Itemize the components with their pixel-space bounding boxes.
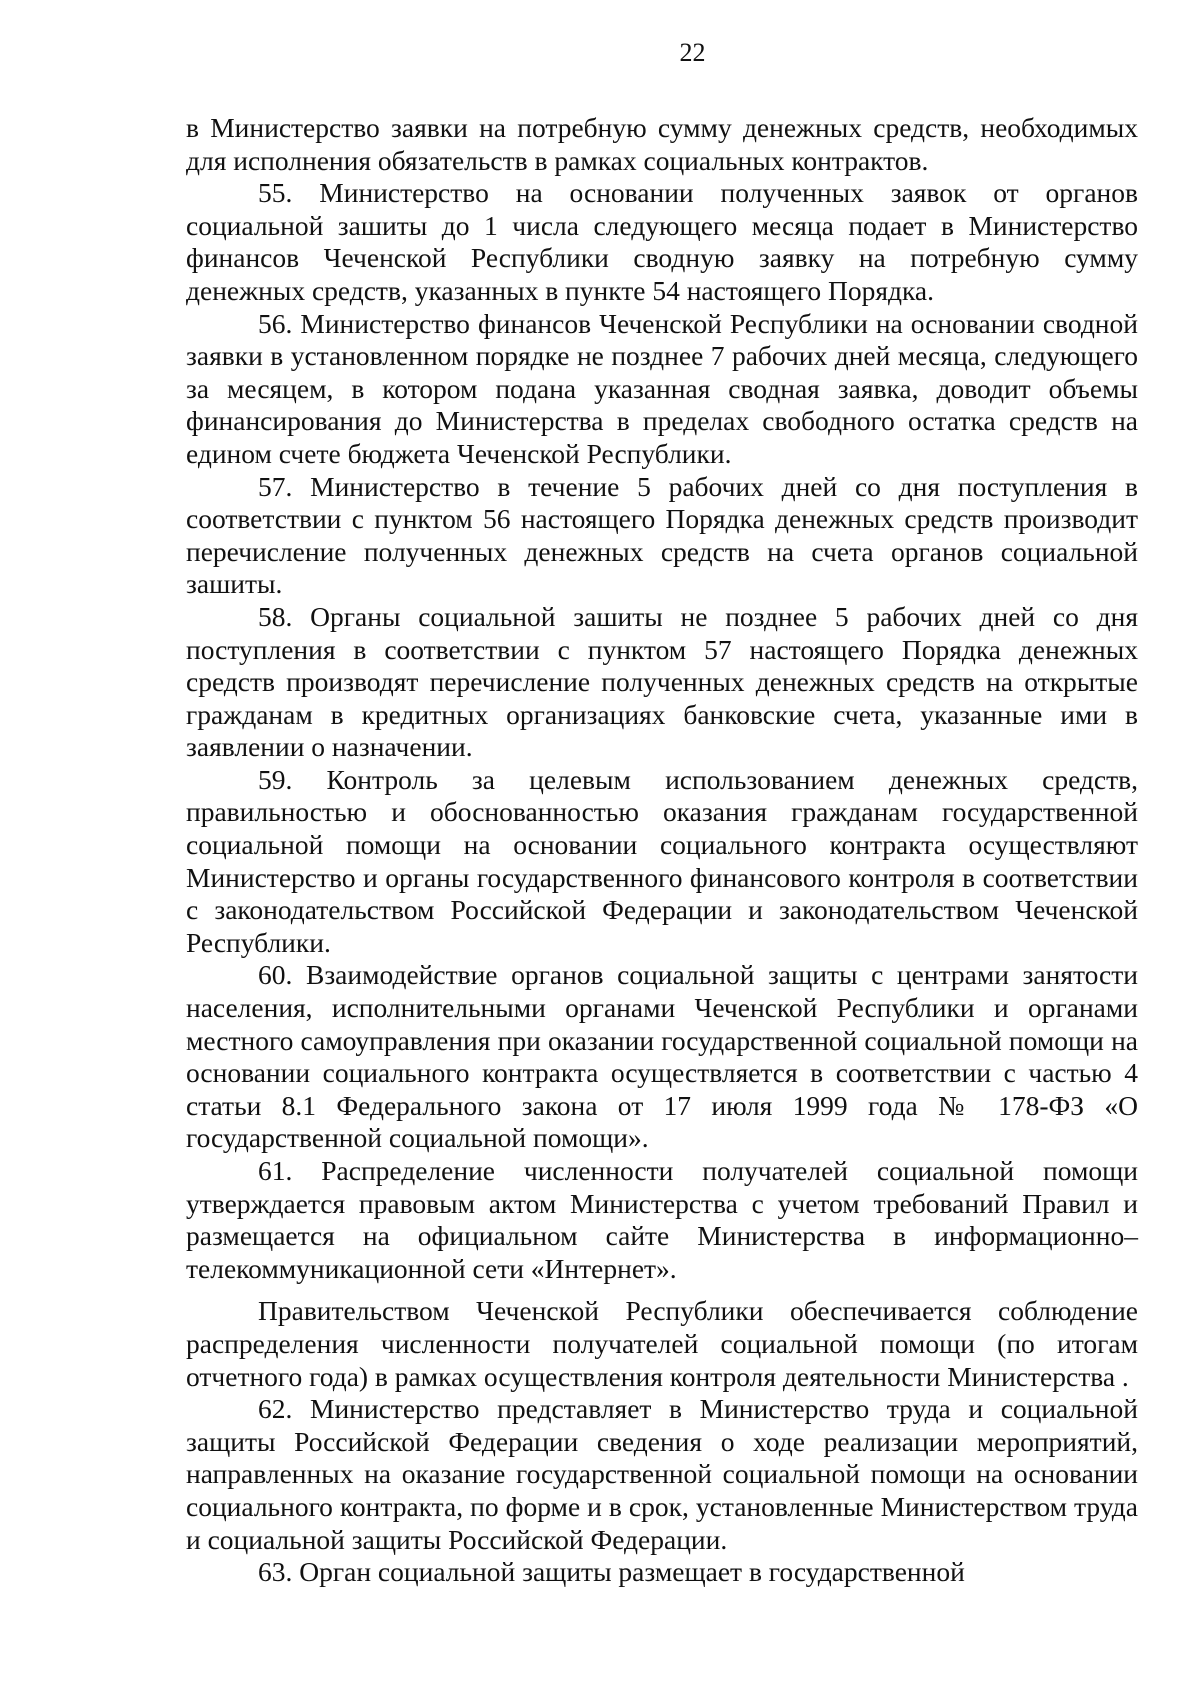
paragraph-60: 60. Взаимодействие органов социальной защиты с центрами занятости населения, исполнительными органами Чеченской Республики и органами местного самоуправления при оказании государственной социальной помощи на основании социального контракта осуществляется в соответствии с частью 4 статьи 8.1 Федерального закона от 17 июля 1999 года № 178-ФЗ «О государственной социальной помощи». — [186, 959, 1138, 1154]
paragraph-55: 55. Министерство на основании полученных заявок от органов социальной зашиты до 1 числа следующего месяца подает в Министерство финансов Чеченской Республики сводную заявку на потребную сумму денежных средств, указанных в пункте 54 настоящего Порядка. — [186, 177, 1138, 306]
paragraph-61: 61. Распределение численности получателей социальной помощи утверждается правовым актом Министерства с учетом требований Правил и размещается на официальном сайте Министерства в информационно–телекоммуникационной сети «Интернет». — [186, 1155, 1138, 1284]
document-body — [186, 112, 1138, 1589]
paragraph-63: 63. Орган социальной защиты размещает в государственной — [258, 1556, 965, 1588]
paragraph-56: 56. Министерство финансов Чеченской Республики на основании сводной заявки в установленном порядке не позднее 7 рабочих дней месяца, следующего за месяцем, в котором подана указанная сводная заявка, доводит объемы финансирования до Министерства в пределах свободного остатка средств на едином счете бюджета Чеченской Республики. — [186, 307, 1138, 469]
paragraph-continuation: в Министерство заявки на потребную сумму денежных средств, необходимых для исполнения обязательств в рамках социальных контрактов. — [186, 112, 1138, 176]
paragraph-59: 59. Контроль за целевым использованием денежных средств, правильностью и обоснованностью оказания гражданам государственной социальной помощи на основании социального контракта осуществляют Министерство и органы государственного финансового контроля в соответствии с законодательством Российской Федерации и законодательством Чеченской Республики. — [186, 763, 1138, 958]
paragraph-62: 62. Министерство представляет в Министерство труда и социальной защиты Российской Федерации сведения о ходе реализации мероприятий, направленных на оказание государственной социальной помощи на основании социального контракта, по форме и в срок, установленные Министерством труда и социальной защиты Российской Федерации. — [186, 1393, 1138, 1555]
paragraph-58: 58. Органы социальной зашиты не позднее 5 рабочих дней со дня поступления в соответствии с пунктом 57 настоящего Порядка денежных средств производят перечисление полученных денежных средств на открытые гражданам в кредитных организациях банковские счета, указанные ими в заявлении о назначении. — [186, 600, 1138, 763]
paragraph-61-continued: Правительством Чеченской Республики обеспечивается соблюдение распределения численности получателей социальной помощи (по итогам отчетного года) в рамках осуществления контроля деятельности Министерства . — [186, 1295, 1138, 1392]
page-number: 22 — [679, 38, 706, 67]
paragraph-57: 57. Министерство в течение 5 рабочих дней со дня поступления в соответствии с пунктом 56 настоящего Порядка денежных средств производит перечисление полученных денежных средств на счета органов социальной зашиты. — [186, 470, 1138, 600]
